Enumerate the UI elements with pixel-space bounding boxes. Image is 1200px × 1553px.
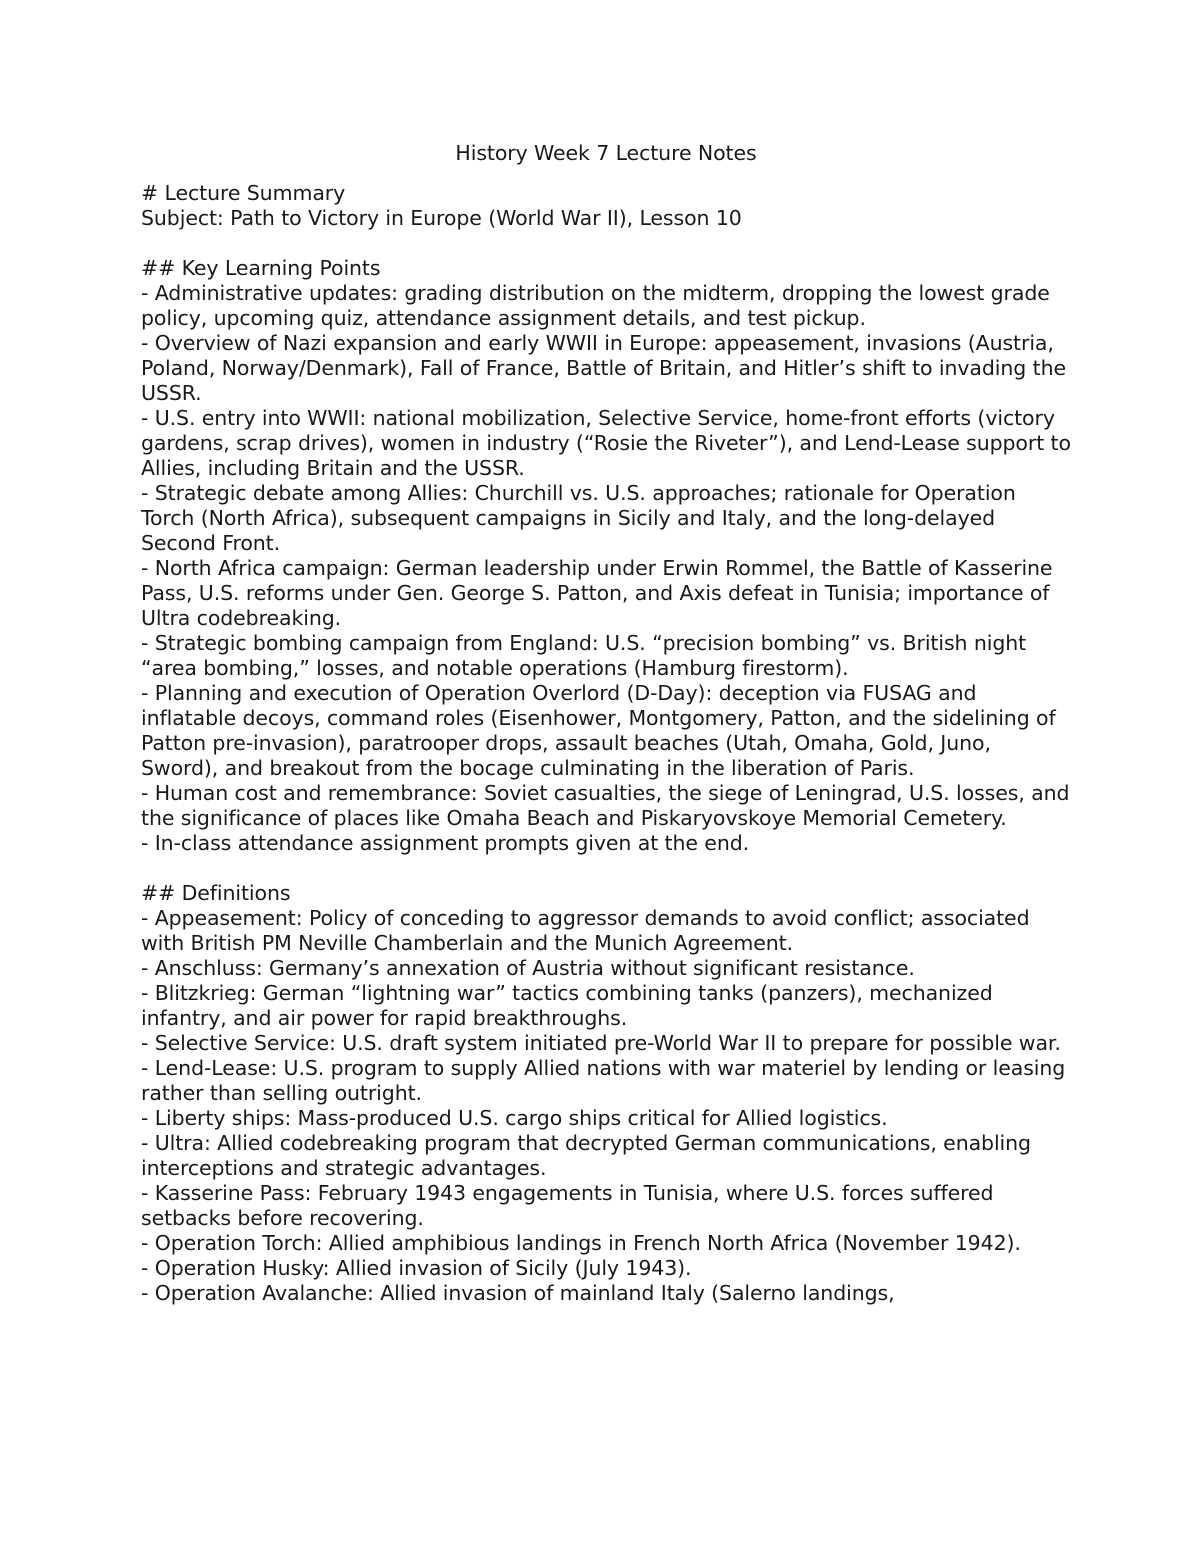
key-point-item: - Human cost and remembrance: Soviet casualties, the siege of Leningrad, U.S. losses, and the significance of places like Omaha Beach and Piskaryovskoye Memorial Cemetery. (141, 781, 1070, 830)
key-points-list (141, 281, 1071, 856)
definition-item: - Operation Husky: Allied invasion of Sicily (July 1943). (141, 1256, 692, 1280)
definition-item: - Appeasement: Policy of conceding to aggressor demands to avoid conflict; associated with British PM Neville Chamberlain and the Munich Agreement. (141, 906, 1030, 955)
key-point-item: - Strategic bombing campaign from England: U.S. “precision bombing” vs. British night “area bombing,” losses, and notable operations (Hamburg firestorm). (141, 631, 1027, 680)
definitions-list (141, 906, 1071, 1306)
subject-line: Subject: Path to Victory in Europe (World War II), Lesson 10 (141, 206, 742, 230)
definition-item: - Blitzkrieg: German “lightning war” tactics combining tanks (panzers), mechanized infantry, and air power for rapid breakthroughs. (141, 981, 993, 1030)
definition-item: - Operation Torch: Allied amphibious landings in French North Africa (November 1942). (141, 1231, 1021, 1255)
key-points-heading: ## Key Learning Points (141, 256, 381, 280)
key-point-item: - Planning and execution of Operation Overlord (D-Day): deception via FUSAG and inflatable decoys, command roles (Eisenhower, Montgomery, Patton, and the sidelining of Patton pre-invasion), paratrooper drops, assault beaches (Utah, Omaha, Gold, Juno, Sword), and breakout from the bocage culminating in the liberation of Paris. (141, 681, 1056, 780)
blank-line (141, 231, 1071, 256)
key-point-item: - Administrative updates: grading distribution on the midterm, dropping the lowest grade policy, upcoming quiz, attendance assignment details, and test pickup. (141, 281, 1050, 330)
key-point-item: - North Africa campaign: German leadership under Erwin Rommel, the Battle of Kasserine Pass, U.S. reforms under Gen. George S. Patton, and Axis defeat in Tunisia; importance of Ultra codebreaking. (141, 556, 1053, 630)
blank-line (141, 856, 1071, 881)
definition-item: - Anschluss: Germany’s annexation of Austria without significant resistance. (141, 956, 915, 980)
key-point-item: - Overview of Nazi expansion and early WWII in Europe: appeasement, invasions (Austria, Poland, Norway/Denmark), Fall of France, Battle of Britain, and Hitler’s shift to invading the USSR. (141, 331, 1066, 405)
definition-item: - Liberty ships: Mass-produced U.S. cargo ships critical for Allied logistics. (141, 1106, 888, 1130)
key-point-item: - U.S. entry into WWII: national mobilization, Selective Service, home-front efforts (victory gardens, scrap drives), women in industry (“Rosie the Riveter”), and Lend-Lease support to Allies, including Britain and the USSR. (141, 406, 1071, 480)
definition-item: - Operation Avalanche: Allied invasion of mainland Italy (Salerno landings, (141, 1281, 895, 1305)
summary-heading: # Lecture Summary (141, 181, 346, 205)
definitions-heading: ## Definitions (141, 881, 291, 905)
key-point-item: - In-class attendance assignment prompts given at the end. (141, 831, 750, 855)
definition-item: - Ultra: Allied codebreaking program that decrypted German communications, enabling interceptions and strategic advantages. (141, 1131, 1031, 1180)
definition-item: - Lend-Lease: U.S. program to supply Allied nations with war materiel by lending or leasing rather than selling outright. (141, 1056, 1066, 1105)
document-body (141, 141, 1071, 1306)
definition-item: - Selective Service: U.S. draft system initiated pre-World War II to prepare for possible war. (141, 1031, 1061, 1055)
definition-item: - Kasserine Pass: February 1943 engagements in Tunisia, where U.S. forces suffered setbacks before recovering. (141, 1181, 994, 1230)
key-point-item: - Strategic debate among Allies: Churchill vs. U.S. approaches; rationale for Operation Torch (North Africa), subsequent campaigns in Sicily and Italy, and the long-delayed Second Front. (141, 481, 1016, 555)
document-title: History Week 7 Lecture Notes (455, 141, 757, 165)
